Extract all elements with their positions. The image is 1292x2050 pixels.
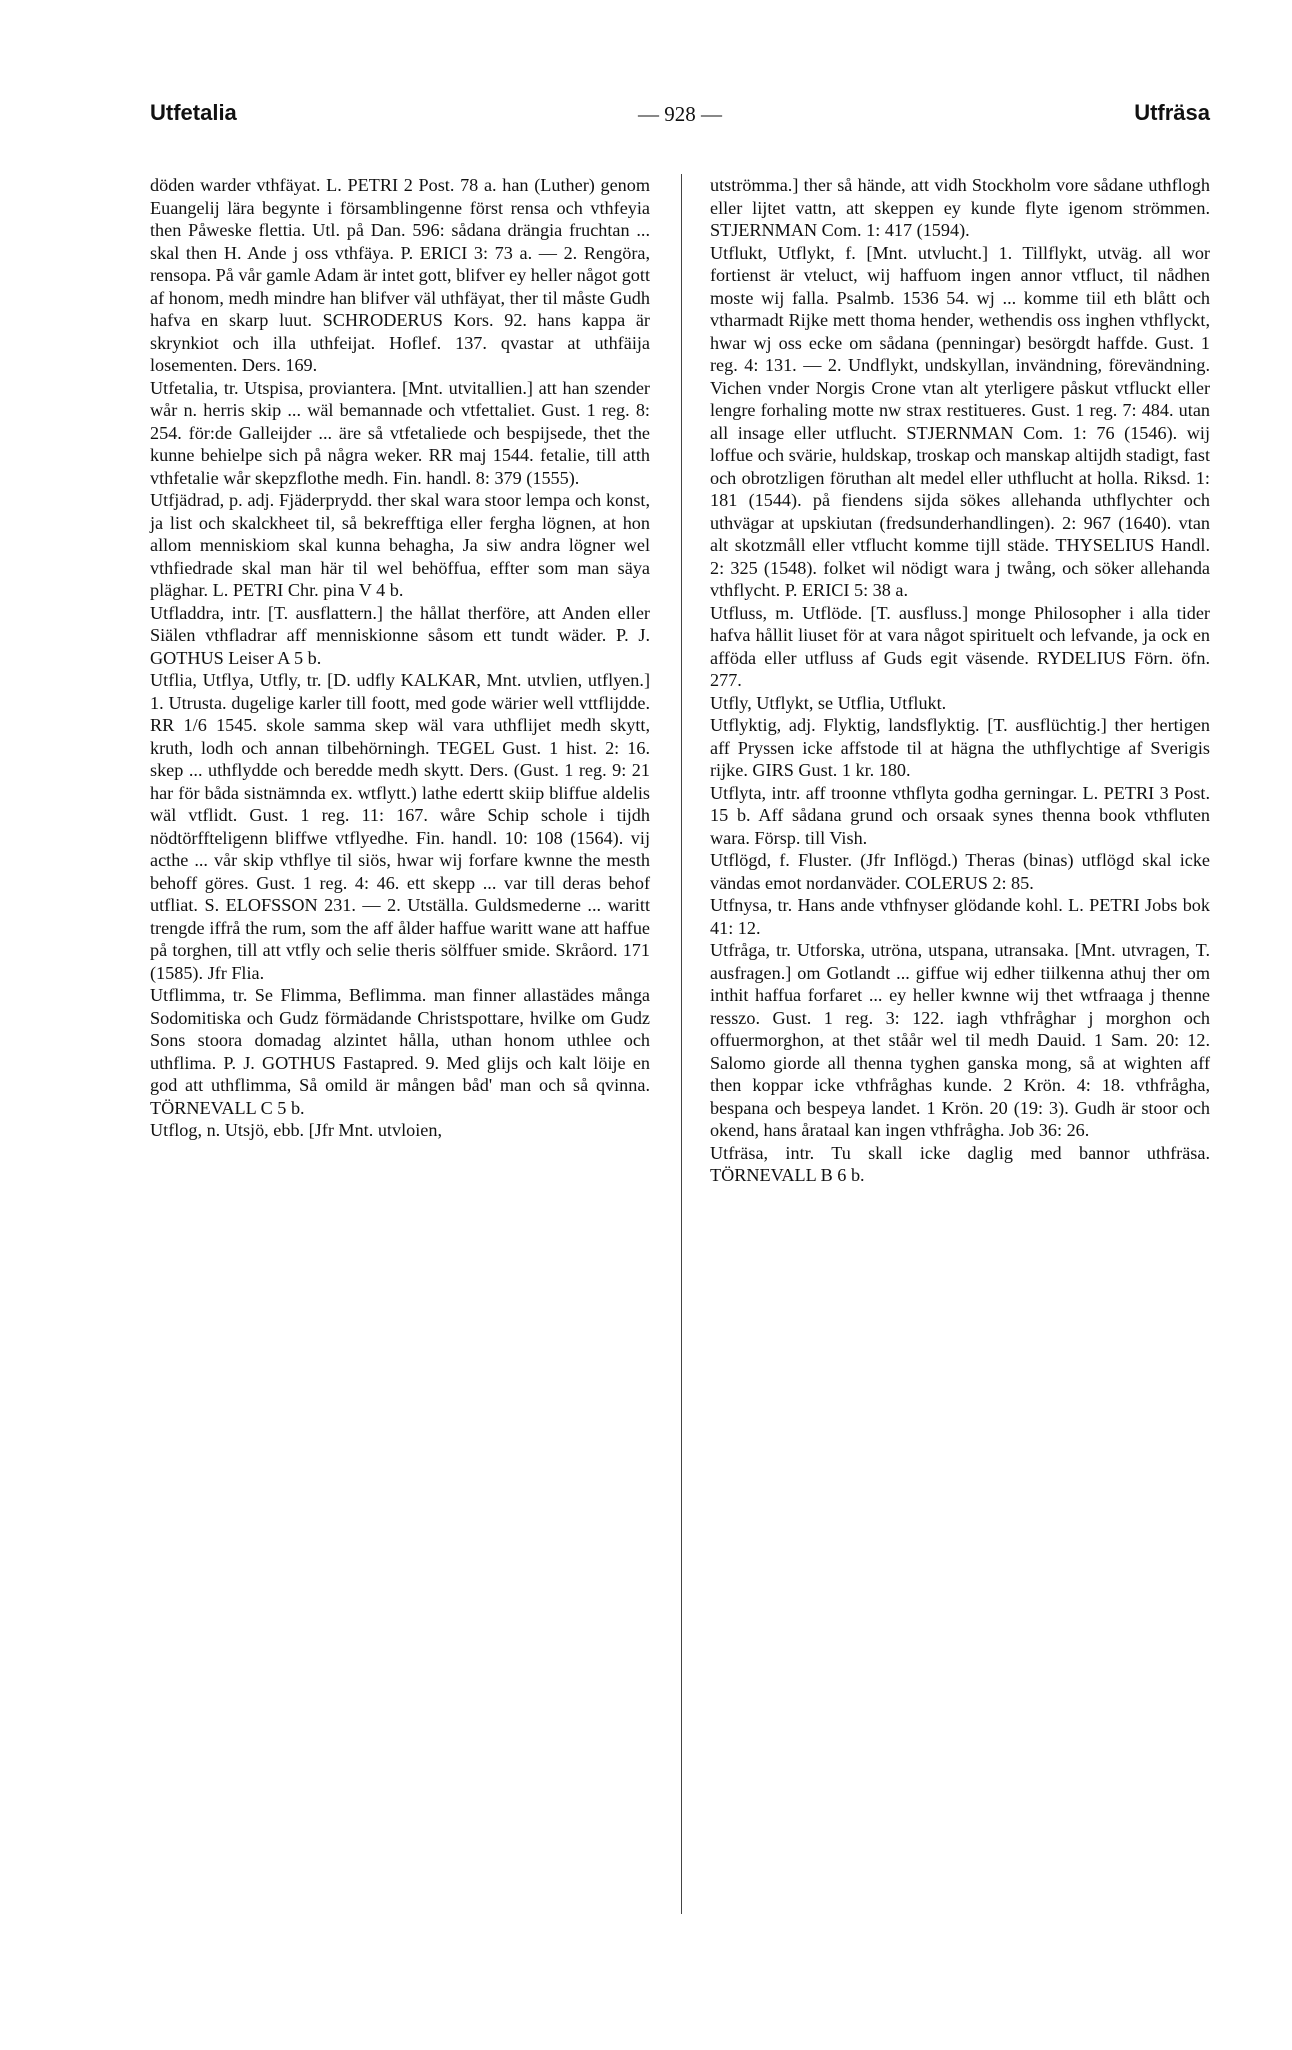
entry-utfrasa: Utfräsa, intr. Tu skall icke daglig med bannor uthfräsa. TÖRNEVALL B 6 b. — [710, 1142, 1210, 1185]
right-column — [710, 174, 1210, 1187]
entry-utflog: Utflog, n. Utsjö, ebb. [Jfr Mnt. utvloien, — [150, 1120, 442, 1140]
entry-utfladdra: Utfladdra, intr. [T. ausflattern.] the hållat therföre, att Anden eller Siälen vthfladrar aff menniskionne såsom ett tundt wäder. P. J. GOTHUS Leiser A 5 b. — [150, 602, 650, 668]
running-head-right: Utfräsa — [1134, 100, 1210, 125]
entry-continuation: döden warder vthfäyat. L. PETRI 2 Post. 78 a. han (Luther) genom Euangelij lära begynte i församblingenne först rensa och vthfeyia then Påweske flettia. Utl. på Dan. 596: sådana drängia fruchtan ... skal then H. Ande j oss vthfäya. P. ERICI 3: 73 a. — 2. Rengöra, rensopa. På vår gamle Adam är intet gott, blifver ey heller något gott af honom, medh mindre han blifver väl uthfäyat, ther til måste Gudh hafva en skarp luut. SCHRODERUS Kors. 92. hans kappa är skrynkiot och illa uthfeijat. Hoflef. 137. qvastar at uthfäija losementen. Ders. 169. — [150, 175, 651, 375]
column-divider — [681, 174, 682, 1914]
entry-utflimma: Utflimma, tr. Se Flimma, Beflimma. man finner allastädes många Sodomitiska och Gudz förmädande Christspottare, hvilke om Gudz Sons stoora domadag alzintet hålla, uthan honom uthlee och uthflima. P. J. GOTHUS Fastapred. 9. Med glijs och kalt löije en god att uthflimma, Så omild är mången båd' man och så qvinna. TÖRNEVALL C 5 b. — [150, 985, 650, 1118]
left-column — [150, 174, 650, 1142]
entry-utfraga: Utfråga, tr. Utforska, utröna, utspana, utransaka. [Mnt. utvragen, T. ausfragen.] om Gotlandt ... giffue wij edher tiilkenna athuj ther om inthit haffua forfaret ... ey heller kwnne wij thet wtfraaga j thenne resszo. Gust. 1 reg. 3: 122. iagh vthfråghar j morghon och offuermorghon, at thet ståår wel til medh Dauid. 1 Sam. 20: 12. Salomo giorde all thenna tyghen ganska mong, så at wighten aff then koppar icke vthfråghas kunde. 2 Krön. 4: 18. vthfrågha, bespana och bespeya landet. 1 Krön. 20 (19: 3). Gudh är stoor och okend, hans årataal kan ingen vthfrågha. Job 36: 26. — [710, 940, 1210, 1140]
entry-utfjadrad: Utfjädrad, p. adj. Fjäderprydd. ther skal wara stoor lempa och konst, ja list och skalckheet til, så bekrefftiga eller fergha lögnen, at hon allom menniskiom skal kunna behagha, Ja siw andra lögner wel vthfiedrade skal man här til wel behöffua, effter som man säya pläghar. L. PETRI Chr. pina V 4 b. — [150, 490, 650, 600]
page-header — [150, 100, 1210, 140]
entry-utfly: Utfly, Utflykt, se Utflia, Utflukt. — [710, 692, 947, 713]
entry-utflukt: Utflukt, Utflykt, f. [Mnt. utvlucht.] 1. Tillflykt, utväg. all wor fortienst är vteluct, wij haffuom ingen annor vtfluct, til nådhen moste wij falla. Psalmb. 1536 54. wj ... komme tiil eth blått och vtharmadt Rijke mett thoma hender, wethendis oss inghen vthflyckt, hwar wj oss ecke om sådana (penningar) besörgdt haffde. Gust. 1 reg. 4: 131. — 2. Undflykt, undskyllan, invändning, förevändning. Vichen vnder Norgis Crone vtan alt yterligere påskut vtfluckt eller lengre forhaling motte nw strax restitueres. Gust. 1 reg. 7: 484. utan all insage eller utflucht. STJERNMAN Com. 1: 76 (1546). wij loffue och svärie, huldskap, troskap och manskap altijdh stadigt, fast och obrotzligen föruthan alt medel eller uthflucht at holla. Riksd. 1: 181 (1544). på fiendens sijda sökes allehanda uthflychter och uthvägar at upskiutan (fredsunderhandlingen). 2: 967 (1640). vtan alt skotzmåll eller vtflucht komme tijll städe. THYSELIUS Handl. 2: 325 (1548). folket wil nödigt wara j twång, och söker allehanda vthflycht. P. ERICI 5: 38 a. — [710, 242, 1210, 600]
entry-utfluss: Utfluss, m. Utflöde. [T. ausfluss.] monge Philosopher i alla tider hafva hållit liuset för at vara något spirituelt och lefvande, ja ock en afföda eller utfluss af Guds egit väsende. RYDELIUS Förn. öfn. 277. — [710, 602, 1210, 690]
page-number: — 928 — — [638, 102, 722, 126]
entry-utflog-continuation: utströmma.] ther så hände, att vidh Stockholm vore sådane uthflogh eller lijtet vattn, att skeppen ey kunde flyte igenom strömmen. STJERNMAN Com. 1: 417 (1594). — [710, 175, 1210, 240]
entry-utfetalia: Utfetalia, tr. Utspisa, proviantera. [Mnt. utvitallien.] att han szender wår n. herris skip ... wäl bemannade och vtfettaliet. Gust. 1 reg. 8: 254. för:de Galleijder ... äre så vtfetaliede och bespijsede, thet the kunne behielpe sich på några weker. RR maj 1544. fetalie, till atth vthfetalie wår skepzflothe medh. Fin. handl. 8: 379 (1555). — [150, 377, 650, 488]
running-head-left: Utfetalia — [150, 100, 237, 125]
entry-utflia: Utflia, Utflya, Utfly, tr. [D. udfly KALKAR, Mnt. utvlien, utflyen.] 1. Utrusta. dugelige karler till foott, med gode wärier well vttflijdde. RR 1/6 1545. skole samma skep wäl vara uthflijet medh skytt, kruth, lodh och annan tilbehörningh. TEGEL Gust. 1 hist. 2: 16. skep ... uthflydde och beredde medh skytt. Ders. (Gust. 1 reg. 9: 21 har för båda sistnämnda ex. wtflytt.) lathe edertt skiip bliffue aldelis wäl vtflidt. Gust. 1 reg. 11: 167. wåre Schip schole i tijdh nödtörffteligenn bliffwe vtflyedhe. Fin. handl. 10: 108 (1564). vij acthe ... vår skip vthflye til siös, hwar wij forfare kwnne the mesth behoff göres. Gust. 1 reg. 4: 46. ett skepp ... var till deras behof utfliat. S. ELOFSSON 231. — 2. Utställa. Guldsmederne ... waritt trengde iffrå the rum, som the aff ålder haffue waritt wane att haffue på torghen, till att vtfly och selie theris sölffuer smide. Skråord. 171 (1585). Jfr Flia. — [150, 670, 650, 983]
entry-utflyta: Utflyta, intr. aff troonne vthflyta godha gerningar. L. PETRI 3 Post. 15 b. Aff sådana grund och orsaak synes thenna book vthfluten wara. Försp. till Vish. — [710, 782, 1210, 848]
entry-utfnysa: Utfnysa, tr. Hans ande vthfnyser glödande kohl. L. PETRI Jobs bok 41: 12. — [710, 895, 1210, 938]
entry-utflogd: Utflögd, f. Fluster. (Jfr Inflögd.) Theras (binas) utflögd skal icke vändas emot nordanväder. COLERUS 2: 85. — [710, 850, 1210, 893]
entry-utflyktig: Utflyktig, adj. Flyktig, landsflyktig. [T. ausflüchtig.] ther hertigen aff Pryssen icke affstode til at hägna the uthflychtige af Sverigis rijke. GIRS Gust. 1 kr. 180. — [710, 715, 1210, 780]
